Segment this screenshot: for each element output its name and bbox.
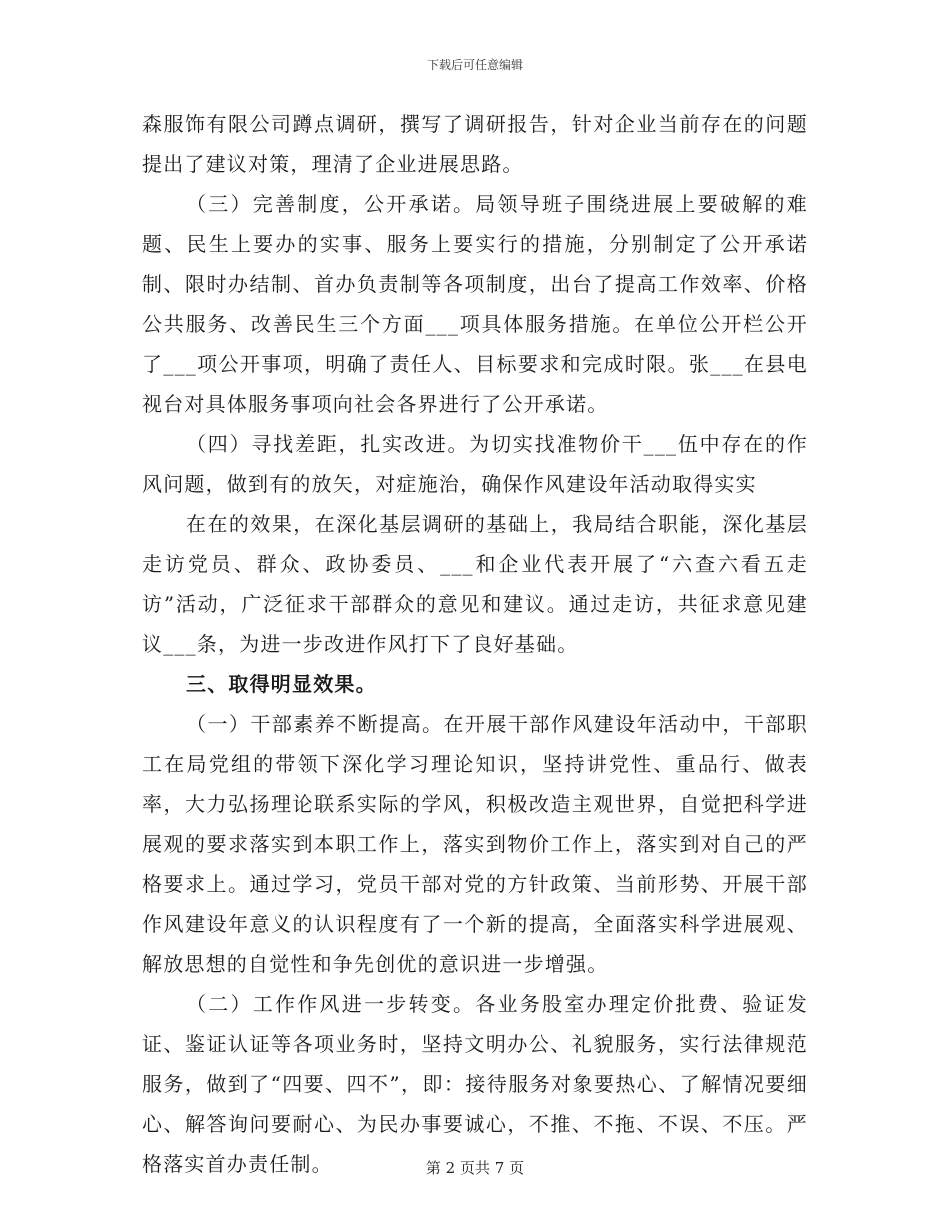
heading-results: 三、取得明显效果。	[186, 672, 377, 696]
paragraph-section-4: （四）寻找差距，扎实改进。为切实找准物价干___伍中存在的作风问题，做到有的放矢，对症施治，确保作风建设年活动取得实实	[142, 432, 808, 496]
paragraph-result-1: （一）干部素养不断提高。在开展干部作风建设年活动中，干部职工在局党组的带领下深化学习理论知识，坚持讲党性、重品行、做表率，大力弘扬理论联系实际的学风，积极改造主观世界，自觉把科学进展观的要求落实到本职工作上，落实到物价工作上，落实到对自己的严格要求上。通过学习，党员干部对党的方针政策、当前形势、开展干部作风建设年意义的认识程度有了一个新的提高，全面落实科学进展观、解放思想的自觉性和争先创优的意识进一步增强。	[142, 712, 808, 976]
page-number: 第 2 页共 7 页	[425, 1159, 525, 1177]
paragraph-section-3: （三）完善制度，公开承诺。局领导班子围绕进展上要破解的难题、民生上要办的实事、服务上要实行的措施，分别制定了公开承诺制、限时办结制、首办负责制等各项制度，出台了提高工作效率、价格公共服务、改善民生三个方面___项具体服务措施。在单位公开栏公开了___项公开事项，明确了责任人、目标要求和完成时限。张___在县电视台对具体服务事项向社会各界进行了公开承诺。	[142, 192, 808, 416]
page-header: 下载后可任意编辑	[426, 58, 523, 72]
paragraph-section-4-continued: 在在的效果，在深化基层调研的基础上，我局结合职能，深化基层走访党员、群众、政协委员、___和企业代表开展了“六查六看五走访”活动，广泛征求干部群众的意见和建议。通过走访，共征求意见建议___条，为进一步改进作风打下了良好基础。	[142, 512, 808, 656]
paragraph-result-2: （二）工作作风进一步转变。各业务股室办理定价批费、验证发证、鉴证认证等各项业务时，坚持文明办公、礼貌服务，实行法律规范服务，做到了“四要、四不”，即：接待服务对象要热心、了解情况要细心、解答询问要耐心、为民办事要诚心，不推、不拖、不误、不压。严格落实首办责任制。	[142, 992, 808, 1176]
paragraph-continuation: 森服饰有限公司蹲点调研，撰写了调研报告，针对企业当前存在的问题提出了建议对策，理清了企业进展思路。	[142, 112, 808, 176]
document-body	[142, 104, 808, 1184]
